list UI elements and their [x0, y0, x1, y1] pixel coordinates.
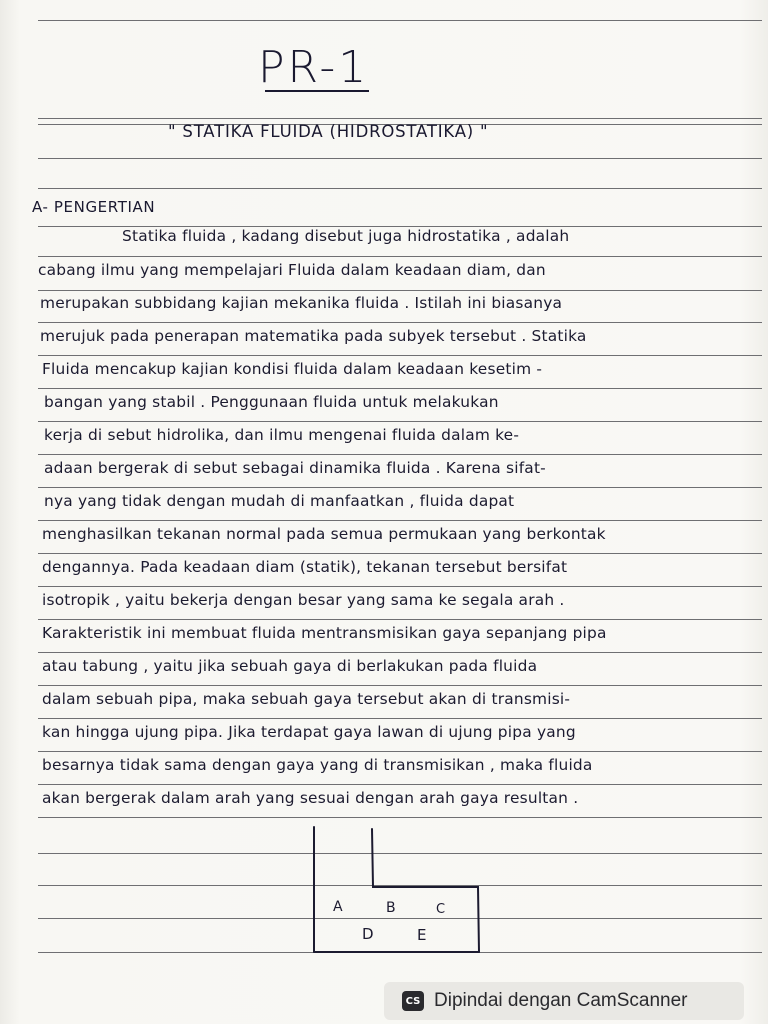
body-line: merujuk pada penerapan matematika pada subyek tersebut . Statika — [40, 327, 587, 345]
camscanner-text: Dipindai dengan CamScanner — [434, 990, 688, 1011]
diagram-label-b: B — [386, 900, 396, 916]
camscanner-watermark — [384, 982, 744, 1020]
diagram-label-c: C — [436, 902, 446, 917]
page-subtitle: " STATIKA FLUIDA (HIDROSTATIKA) " — [168, 122, 489, 141]
body-line: Statika fluida , kadang disebut juga hidrostatika , adalah — [122, 227, 570, 245]
body-line: adaan bergerak di sebut sebagai dinamika fluida . Karena sifat- — [44, 459, 546, 477]
body-line: menghasilkan tekanan normal pada semua permukaan yang berkontak — [42, 525, 606, 543]
section-heading: A- PENGERTIAN — [32, 198, 156, 216]
body-line: merupakan subbidang kajian mekanika fluida . Istilah ini biasanya — [40, 294, 563, 312]
body-line: cabang ilmu yang mempelajari Fluida dalam keadaan diam, dan — [38, 261, 546, 279]
body-line: besarnya tidak sama dengan gaya yang di transmisikan , maka fluida — [42, 756, 593, 774]
diagram-label-d: D — [362, 925, 374, 943]
page-title: PR-1 — [258, 42, 370, 93]
body-line: kan hingga ujung pipa. Jika terdapat gaya lawan di ujung pipa yang — [42, 723, 576, 741]
body-line: Karakteristik ini membuat fluida mentransmisikan gaya sepanjang pipa — [42, 624, 607, 642]
camscanner-logo-icon: CS — [402, 991, 424, 1011]
body-line: bangan yang stabil . Penggunaan fluida untuk melakukan — [44, 393, 499, 411]
body-line: Fluida mencakup kajian kondisi fluida dalam keadaan kesetim - — [42, 360, 543, 378]
body-line: isotropik , yaitu bekerja dengan besar yang sama ke segala arah . — [42, 591, 565, 609]
body-line: dengannya. Pada keadaan diam (statik), tekanan tersebut bersifat — [42, 558, 568, 576]
body-line: kerja di sebut hidrolika, dan ilmu mengenai fluida dalam ke- — [44, 426, 520, 444]
body-line: dalam sebuah pipa, maka sebuah gaya tersebut akan di transmisi- — [42, 690, 571, 708]
body-line: akan bergerak dalam arah yang sesuai dengan arah gaya resultan . — [42, 789, 579, 807]
diagram-label-e: E — [417, 926, 427, 944]
body-line: nya yang tidak dengan mudah di manfaatkan , fluida dapat — [44, 492, 515, 510]
body-line: atau tabung , yaitu jika sebuah gaya di berlakukan pada fluida — [42, 657, 538, 675]
diagram-label-a: A — [333, 899, 343, 915]
